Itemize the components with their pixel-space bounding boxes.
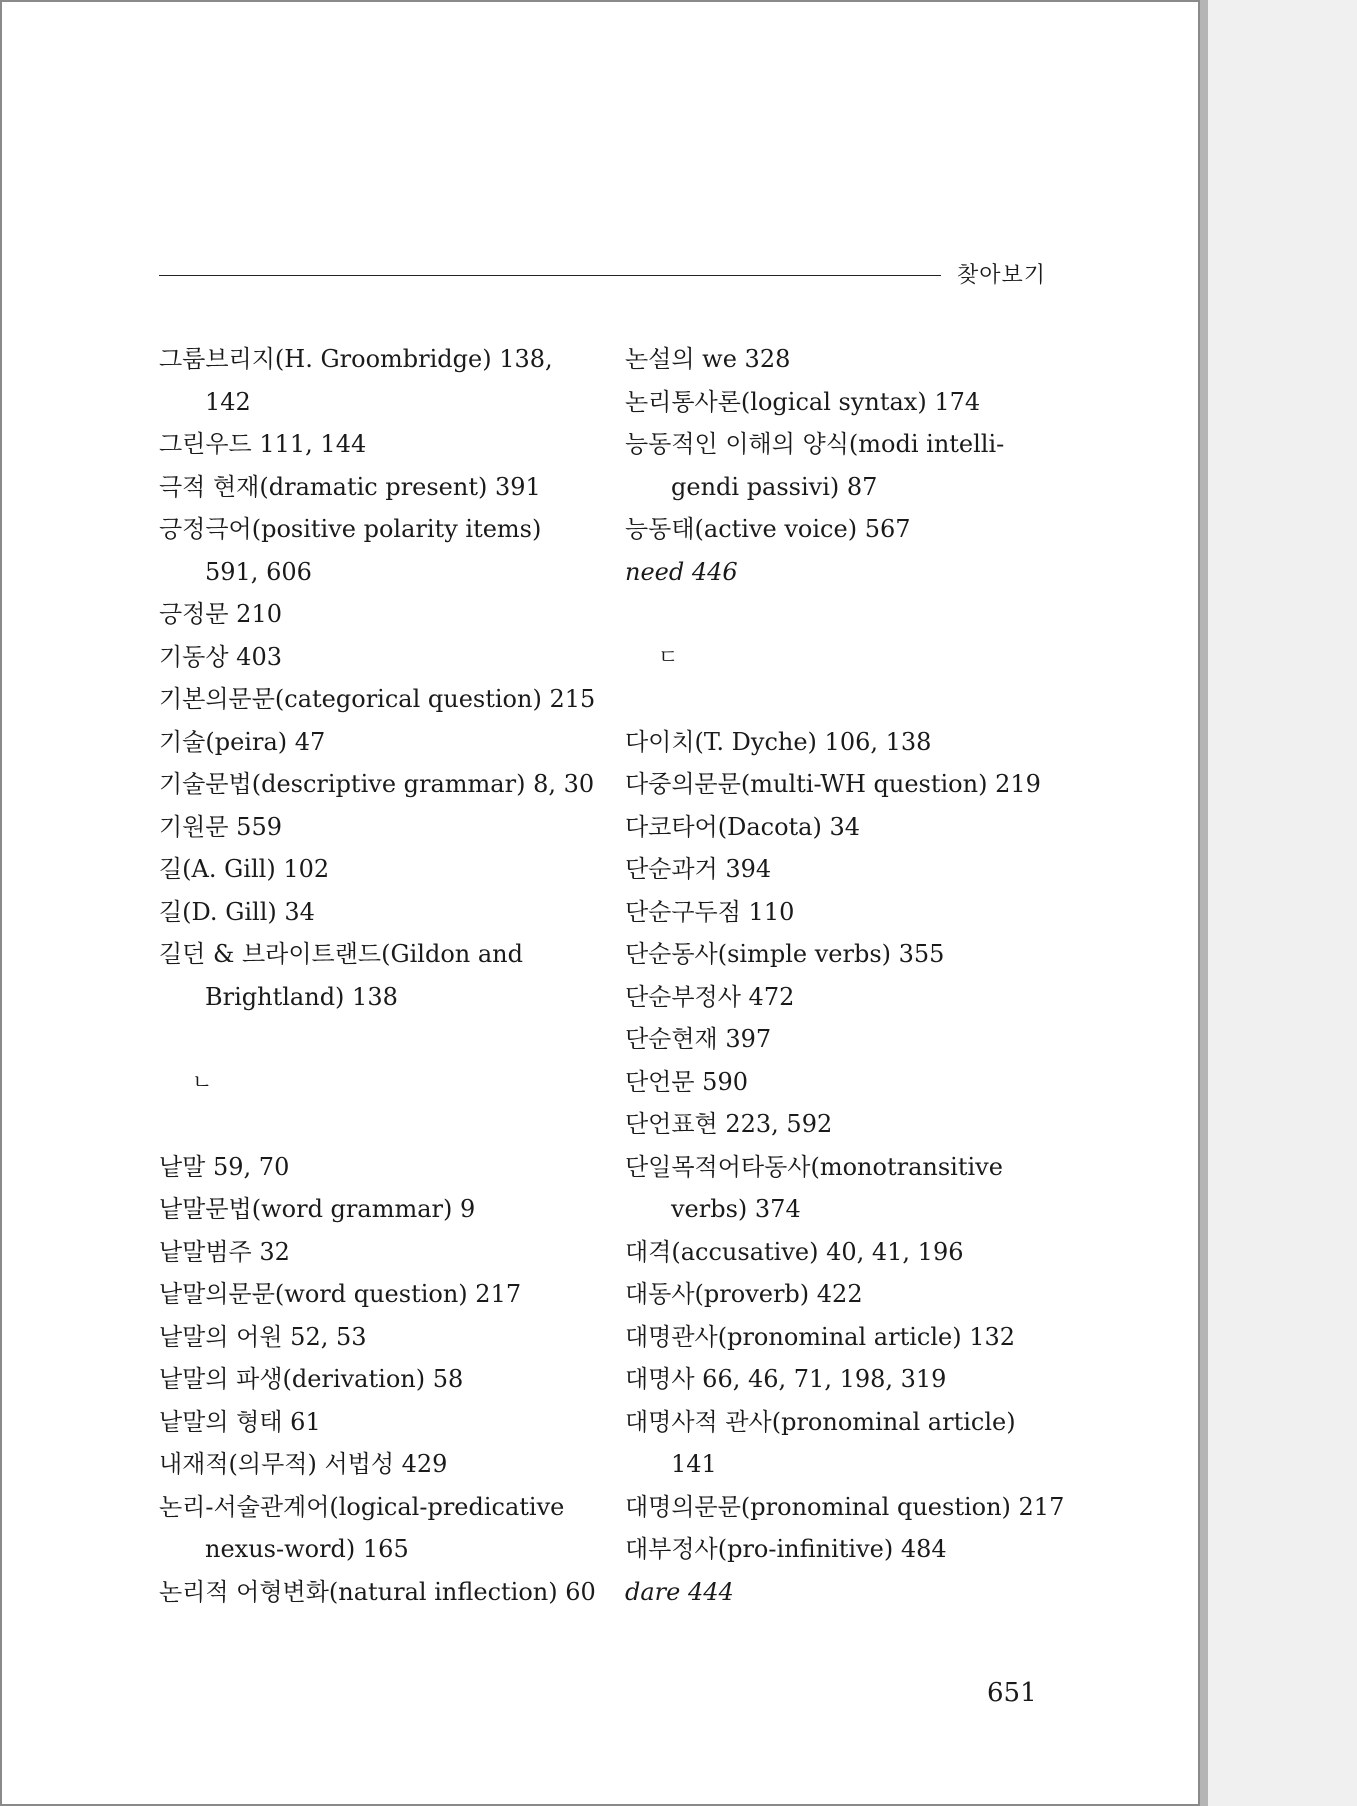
index-entry: 기본의문문(categorical question) 215 (159, 685, 596, 713)
index-entry: 대동사(proverb) 422 (625, 1280, 863, 1308)
page-number: 651 (987, 1678, 1037, 1708)
index-entry: 대격(accusative) 40, 41, 196 (625, 1237, 964, 1266)
index-entry: 단일목적어타동사(monotransitive (625, 1152, 1003, 1181)
index-entry: 기술(peira) 47 (159, 727, 326, 756)
index-entry: 기동상 403 (159, 642, 282, 671)
index-column-left (159, 338, 619, 1613)
index-entry: 단순동사(simple verbs) 355 (625, 940, 945, 968)
index-entry: 논설의 we 328 (625, 345, 791, 373)
index-entry: 그린우드 111, 144 (159, 430, 367, 458)
index-column-right (625, 338, 1065, 1613)
index-entry: 긍정극어(positive polarity items) (159, 515, 542, 543)
index-entry: 논리-서술관계어(logical-predicative (159, 1492, 565, 1521)
index-entry: 단순부정사 472 (625, 982, 795, 1011)
running-header: 찾아보기 (957, 263, 1047, 288)
spacer (159, 1103, 619, 1146)
index-entry: 낱말문법(word grammar) 9 (159, 1195, 476, 1223)
index-entry: 긍정문 210 (159, 600, 282, 628)
spacer (625, 593, 1065, 636)
index-entry-continuation: 141 (671, 1450, 717, 1478)
index-entry: 낱말의 어원 52, 53 (159, 1322, 367, 1351)
index-entry: 능동태(active voice) 567 (625, 515, 911, 543)
index-entry: 대명사적 관사(pronominal article) (625, 1407, 1016, 1436)
index-entry: 능동적인 이해의 양식(modi intelli- (625, 430, 1005, 458)
header-rule (159, 275, 941, 276)
index-entry: 길던 & 브라이트랜드(Gildon and (159, 940, 524, 968)
index-entry: 낱말 59, 70 (159, 1152, 290, 1181)
index-entry: 낱말의 형태 61 (159, 1407, 321, 1436)
index-entry: 낱말의 파생(derivation) 58 (159, 1365, 464, 1393)
index-entry: 단언문 590 (625, 1067, 748, 1096)
index-entry: 대부정사(pro-infinitive) 484 (625, 1535, 947, 1563)
index-entry: 그룸브리지(H. Groombridge) 138, (159, 345, 553, 373)
index-entry: 대명의문문(pronominal question) 217 (625, 1492, 1065, 1521)
index-entry: 기술문법(descriptive grammar) 8, 30 (159, 770, 595, 798)
index-entry: 낱말의문문(word question) 217 (159, 1280, 522, 1308)
index-entry: 단순과거 394 (625, 855, 772, 883)
index-entry: 단순현재 397 (625, 1025, 772, 1053)
index-entry-continuation: nexus-word) 165 (205, 1535, 409, 1563)
index-entry: 대명관사(pronominal article) 132 (625, 1322, 1016, 1351)
page-edge-shadow (1200, 0, 1208, 1806)
index-entry: 대명사 66, 46, 71, 198, 319 (625, 1365, 947, 1393)
index-entry-continuation: verbs) 374 (671, 1195, 801, 1223)
index-entry: 논리통사론(logical syntax) 174 (625, 387, 981, 416)
index-entry: need 446 (625, 557, 738, 586)
index-entry-continuation: 591, 606 (205, 557, 312, 586)
section-letter: ㄷ (658, 644, 679, 669)
index-entry-continuation: gendi passivi) 87 (671, 472, 878, 501)
index-entry: 내재적(의무적) 서법성 429 (159, 1450, 448, 1478)
index-entry-continuation: 142 (205, 387, 251, 416)
index-entry: 단순구두점 110 (625, 897, 795, 926)
spacer (625, 678, 1065, 721)
index-entry: dare 444 (625, 1577, 734, 1606)
index-entry: 길(D. Gill) 34 (159, 897, 315, 926)
index-entry: 길(A. Gill) 102 (159, 855, 330, 883)
index-entry: 다중의문문(multi-WH question) 219 (625, 770, 1041, 798)
index-entry: 단언표현 223, 592 (625, 1110, 833, 1138)
index-entry: 극적 현재(dramatic present) 391 (159, 472, 541, 501)
index-entry: 기원문 559 (159, 812, 282, 841)
index-entry: 낱말범주 32 (159, 1237, 290, 1266)
index-entry: 다코타어(Dacota) 34 (625, 812, 861, 841)
section-letter: ㄴ (192, 1069, 213, 1094)
index-entry: 논리적 어형변화(natural inflection) 60 (159, 1577, 596, 1606)
spacer (159, 1018, 619, 1061)
index-entry-continuation: Brightland) 138 (205, 982, 398, 1011)
index-entry: 다이치(T. Dyche) 106, 138 (625, 727, 932, 756)
